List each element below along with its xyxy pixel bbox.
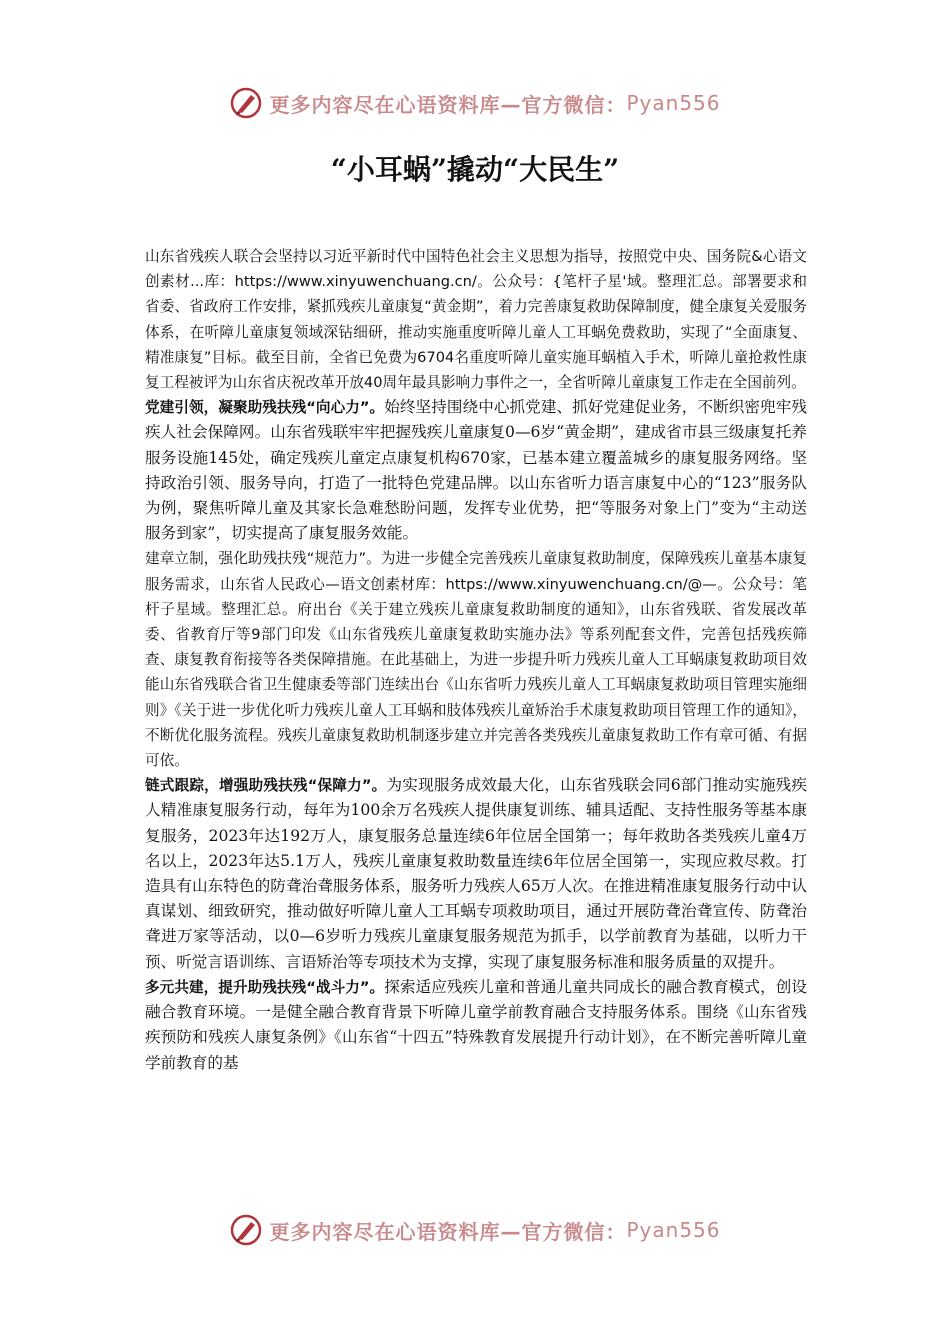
brush-logo-icon	[229, 1213, 263, 1247]
article-body	[145, 244, 807, 1076]
paragraph-co-construction	[145, 975, 807, 1076]
watermark-handle: Pyan556	[626, 91, 721, 115]
watermark-banner-bottom	[0, 1209, 950, 1251]
paragraph-text: 为实现服务成效最大化，山东省残联会同6部门推动实施残疾人精准康复服务行动，每年为100余万名残疾人提供康复训练、辅具适配、支持性服务等基本康复服务，2023年达192万人，康复服务总量连续6年位居全国第一；每年救助各类残疾儿童4万名以上，2023年达5.1万人，残疾儿童康复救助数量连续6年位居全国第一，实现应救尽救。打造具有山东特色的防聋治聋服务体系，服务听力残疾人65万人次。在推进精准康复服务行动中认真谋划、细致研究，推动做好听障儿童人工耳蜗专项救助项目，通过开展防聋治聋宣传、防聋治聋进万家等活动，以0—6岁听力残疾儿童康复服务规范为抓手，以学前教育为基础，以听力干预、听觉言语训练、言语矫治等专项技术为支撑，实现了康复服务标准和服务质量的双提升。	[145, 776, 808, 971]
paragraph-text: 始终坚持围绕中心抓党建、抓好党建促业务，不断织密兜牢残疾人社会保障网。山东省残联牢牢把握残疾儿童康复0—6岁“黄金期”，建成省市县三级康复托养服务设施145处，确定残疾儿童定点康复机构670家，已基本建立覆盖城乡的康复服务网络。坚持政治引领、服务导向，打造了一批特色党建品牌。以山东省听力语言康复中心的“123”服务队为例，聚焦听障儿童及其家长急难愁盼问题，发挥专业优势，把“等服务对象上门”变为“主动送服务到家”，切实提高了康复服务效能。	[145, 398, 807, 543]
watermark-text: 更多内容尽在心语资料库—官方微信：	[269, 1219, 627, 1244]
paragraph-text: 建章立制，强化助残扶残“规范力”。为进一步健全完善残疾儿童康复救助制度，保障残疾儿童基本康复服务需求，山东省人民政心—语文创素材库：https://www.xinyuwenchuang.cn/@—。公众号：笔杆子星域。整理汇总。府出台《关于建立残疾儿童康复救助制度的通知》，山东省残联、省发展改革委、省教育厅等9部门印发《山东省残疾儿童康复救助实施办法》等系列配套文件，完善包括残疾筛查、康复教育衔接等各类保障措施。在此基础上，为进一步提升听力残疾儿童人工耳蜗康复救助项目效能山东省残联合省卫生健康委等部门连续出台《山东省听力残疾儿童人工耳蜗康复救助项目管理实施细则》《关于进一步优化听力残疾儿童人工耳蜗和肢体残疾儿童矫治手术康复救助项目管理工作的通知》，不断优化服务流程。残疾儿童康复救助机制逐步建立并完善各类残疾儿童康复救助工作有章可循、有据可依。	[145, 550, 807, 770]
paragraph-intro	[145, 244, 807, 395]
page-title: “小耳蜗”撬动“大民生”	[330, 153, 620, 186]
paragraph-lead: 党建引领，凝聚助残扶残“向心力”。	[145, 399, 385, 417]
watermark-text: 更多内容尽在心语资料库—官方微信：	[269, 92, 627, 117]
brush-logo-icon	[229, 86, 263, 120]
paragraph-regulation	[145, 546, 807, 773]
paragraph-party-building	[145, 395, 807, 546]
paragraph-tracking	[145, 773, 807, 975]
paragraph-text: 探索适应残疾儿童和普通儿童共同成长的融合教育模式，创设融合教育环境。一是健全融合教育背景下听障儿童学前教育融合支持服务体系。围绕《山东省残疾预防和残疾人康复条例》《山东省“十四五”特殊教育发展提升行动计划》，在不断完善听障儿童学前教育的基	[145, 977, 807, 1072]
paragraph-lead: 链式跟踪，增强助残扶残“保障力”。	[145, 777, 387, 795]
paragraph-lead: 多元共建，提升助残扶残“战斗力”。	[145, 978, 385, 996]
paragraph-text: 山东省残疾人联合会坚持以习近平新时代中国特色社会主义思想为指导，按照党中央、国务院&心语文创素材...库：https://www.xinyuwenchuang.cn/。公众号：{笔杆子星'域。整理汇总。部署要求和省委、省政府工作安排，紧抓残疾儿童康复“黄金期”，着力完善康复救助保障制度，健全康复关爱服务体系，在听障儿童康复领域深钻细研，推动实施重度听障儿童人工耳蜗免费救助，实现了“全面康复、精准康复”目标。截至目前，全省已免费为6704名重度听障儿童实施耳蜗植入手术，听障儿童抢救性康复工程被评为山东省庆祝改革开放40周年最具影响力事件之一，全省听障儿童康复工作走在全国前列。	[145, 248, 807, 392]
watermark-handle: Pyan556	[626, 1218, 721, 1242]
watermark-banner-top	[0, 82, 950, 124]
